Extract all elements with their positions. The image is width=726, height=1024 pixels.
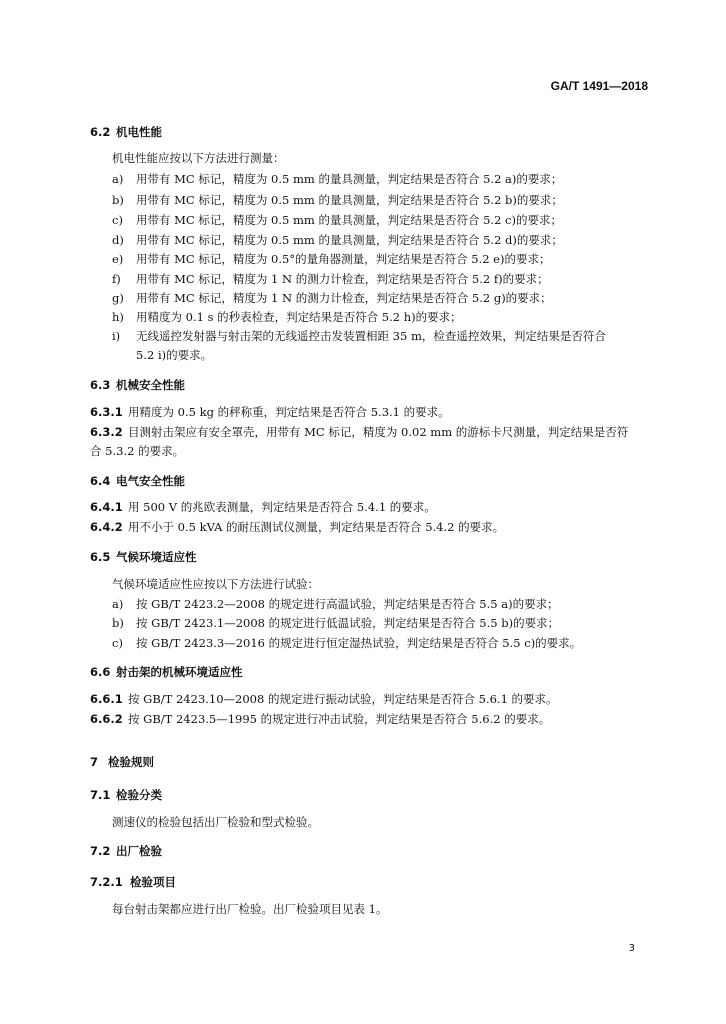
item-label: h) bbox=[112, 310, 124, 324]
section-7-2-1-text: 每台射击架都应进行出厂检验。出厂检验项目见表 1。 bbox=[112, 902, 388, 916]
item-label: f) bbox=[112, 272, 121, 286]
item-text: 无线遥控发射器与射击架的无线遥控击发装置相距 35 m，检查遥控效果，判定结果是否符合 bbox=[136, 329, 606, 343]
section-number: 7 bbox=[90, 755, 99, 769]
item-label: c) bbox=[112, 213, 123, 227]
list-item bbox=[112, 290, 552, 306]
section-6-2-heading bbox=[90, 124, 162, 140]
list-item bbox=[112, 328, 606, 344]
section-number: 7.2 bbox=[90, 844, 111, 858]
clause-text: 按 GB/T 2423.10—2008 的规定进行振动试验，判定结果是否符合 5.6.1 的要求。 bbox=[128, 692, 558, 706]
clause-6-6-2 bbox=[90, 711, 550, 727]
clause-number: 6.3.1 bbox=[90, 405, 123, 419]
item-text: 用精度为 0.1 s 的秒表检查，判定结果是否符合 5.2 h)的要求； bbox=[136, 310, 462, 324]
section-number: 6.4 bbox=[90, 474, 111, 488]
section-6-3-heading bbox=[90, 377, 185, 393]
clause-text: 用不小于 0.5 kVA 的耐压测试仪测量，判定结果是否符合 5.4.2 的要求。 bbox=[128, 520, 505, 534]
section-6-5-intro: 气候环境适应性应按以下方法进行试验： bbox=[112, 577, 319, 591]
section-title: 气候环境适应性 bbox=[116, 550, 197, 564]
section-number: 7.2.1 bbox=[90, 875, 123, 889]
section-title: 检验分类 bbox=[116, 788, 162, 802]
clause-text: 用 500 V 的兆欧表测量，判定结果是否符合 5.4.1 的要求。 bbox=[128, 500, 436, 514]
list-item bbox=[112, 271, 549, 287]
item-label: a) bbox=[112, 172, 124, 186]
item-text: 用带有 MC 标记，精度为 1 N 的测力计检查，判定结果是否符合 5.2 g)的要求； bbox=[136, 291, 552, 305]
section-number: 6.5 bbox=[90, 550, 111, 564]
clause-continuation: 合 5.3.2 的要求。 bbox=[90, 444, 185, 458]
clause-number: 6.4.2 bbox=[90, 520, 123, 534]
section-7-2-1-heading bbox=[90, 874, 176, 890]
section-title: 检验规则 bbox=[108, 755, 154, 769]
section-6-2-intro: 机电性能应按以下方法进行测量： bbox=[112, 151, 285, 165]
item-label: d) bbox=[112, 233, 124, 247]
clause-number: 6.3.2 bbox=[90, 425, 123, 439]
section-7-1-heading bbox=[90, 787, 162, 803]
clause-text: 用精度为 0.5 kg 的秤称重，判定结果是否符合 5.3.1 的要求。 bbox=[128, 405, 450, 419]
clause-text: 按 GB/T 2423.5—1995 的规定进行冲击试验，判定结果是否符合 5.6.2 的要求。 bbox=[128, 712, 551, 726]
item-label: g) bbox=[112, 291, 124, 305]
clause-number: 6.6.1 bbox=[90, 692, 123, 706]
clause-6-3-2 bbox=[90, 424, 628, 440]
list-item bbox=[112, 309, 462, 325]
section-number: 7.1 bbox=[90, 788, 111, 802]
item-text: 用带有 MC 标记，精度为 0.5 mm 的量具测量，判定结果是否符合 5.2 c)的要求； bbox=[136, 213, 562, 227]
clause-6-4-1 bbox=[90, 499, 436, 515]
section-number: 6.3 bbox=[90, 378, 111, 392]
section-title: 出厂检验 bbox=[116, 844, 162, 858]
item-text: 用带有 MC 标记，精度为 0.5°的量角器测量，判定结果是否符合 5.2 e)的要求； bbox=[136, 252, 551, 266]
list-item bbox=[112, 615, 559, 631]
section-6-6-heading bbox=[90, 664, 243, 680]
list-item bbox=[112, 635, 581, 651]
section-6-5-heading bbox=[90, 549, 197, 565]
section-7-1-text: 测速仪的检验包括出厂检验和型式检验。 bbox=[112, 815, 319, 829]
list-item bbox=[112, 192, 563, 208]
item-text: 用带有 MC 标记，精度为 0.5 mm 的量具测量，判定结果是否符合 5.2 b)的要求； bbox=[136, 193, 563, 207]
item-label: b) bbox=[112, 616, 124, 630]
section-title: 机械安全性能 bbox=[116, 378, 185, 392]
item-continuation: 5.2 i)的要求。 bbox=[136, 348, 213, 362]
item-text: 按 GB/T 2423.1—2008 的规定进行低温试验，判定结果是否符合 5.5 b)的要求； bbox=[136, 616, 560, 630]
chapter-7-heading bbox=[90, 754, 154, 770]
clause-6-6-1 bbox=[90, 691, 558, 707]
item-label: c) bbox=[112, 636, 123, 650]
list-item bbox=[112, 171, 562, 187]
section-number: 6.6 bbox=[90, 665, 111, 679]
section-6-4-heading bbox=[90, 473, 185, 489]
item-label: e) bbox=[112, 252, 124, 266]
list-item bbox=[112, 212, 562, 228]
item-text: 用带有 MC 标记，精度为 0.5 mm 的量具测量，判定结果是否符合 5.2 a)的要求； bbox=[136, 172, 563, 186]
clause-number: 6.4.1 bbox=[90, 500, 123, 514]
list-item bbox=[112, 232, 563, 248]
item-label: i) bbox=[112, 329, 121, 343]
list-item bbox=[112, 596, 559, 612]
item-text: 按 GB/T 2423.3—2016 的规定进行恒定湿热试验，判定结果是否符合 5.5 c)的要求。 bbox=[136, 636, 582, 650]
section-7-2-heading bbox=[90, 843, 162, 859]
page-number: 3 bbox=[628, 943, 635, 954]
section-number: 6.2 bbox=[90, 125, 111, 139]
standard-header: GA/T 1491—2018 bbox=[550, 79, 648, 93]
clause-number: 6.6.2 bbox=[90, 712, 123, 726]
section-title: 电气安全性能 bbox=[116, 474, 185, 488]
item-text: 用带有 MC 标记，精度为 1 N 的测力计检查，判定结果是否符合 5.2 f)的要求； bbox=[136, 272, 549, 286]
section-title: 射击架的机械环境适应性 bbox=[116, 665, 243, 679]
clause-6-4-2 bbox=[90, 519, 504, 535]
item-label: b) bbox=[112, 193, 124, 207]
clause-text: 目测射击架应有安全罩壳，用带有 MC 标记，精度为 0.02 mm 的游标卡尺测量，判定结果是否符 bbox=[128, 425, 629, 439]
clause-6-3-1 bbox=[90, 404, 450, 420]
section-title: 机电性能 bbox=[116, 125, 162, 139]
item-label: a) bbox=[112, 597, 124, 611]
section-title: 检验项目 bbox=[130, 875, 176, 889]
item-text: 用带有 MC 标记，精度为 0.5 mm 的量具测量，判定结果是否符合 5.2 d)的要求； bbox=[136, 233, 563, 247]
item-text: 按 GB/T 2423.2—2008 的规定进行高温试验，判定结果是否符合 5.5 a)的要求； bbox=[136, 597, 559, 611]
list-item bbox=[112, 251, 550, 267]
